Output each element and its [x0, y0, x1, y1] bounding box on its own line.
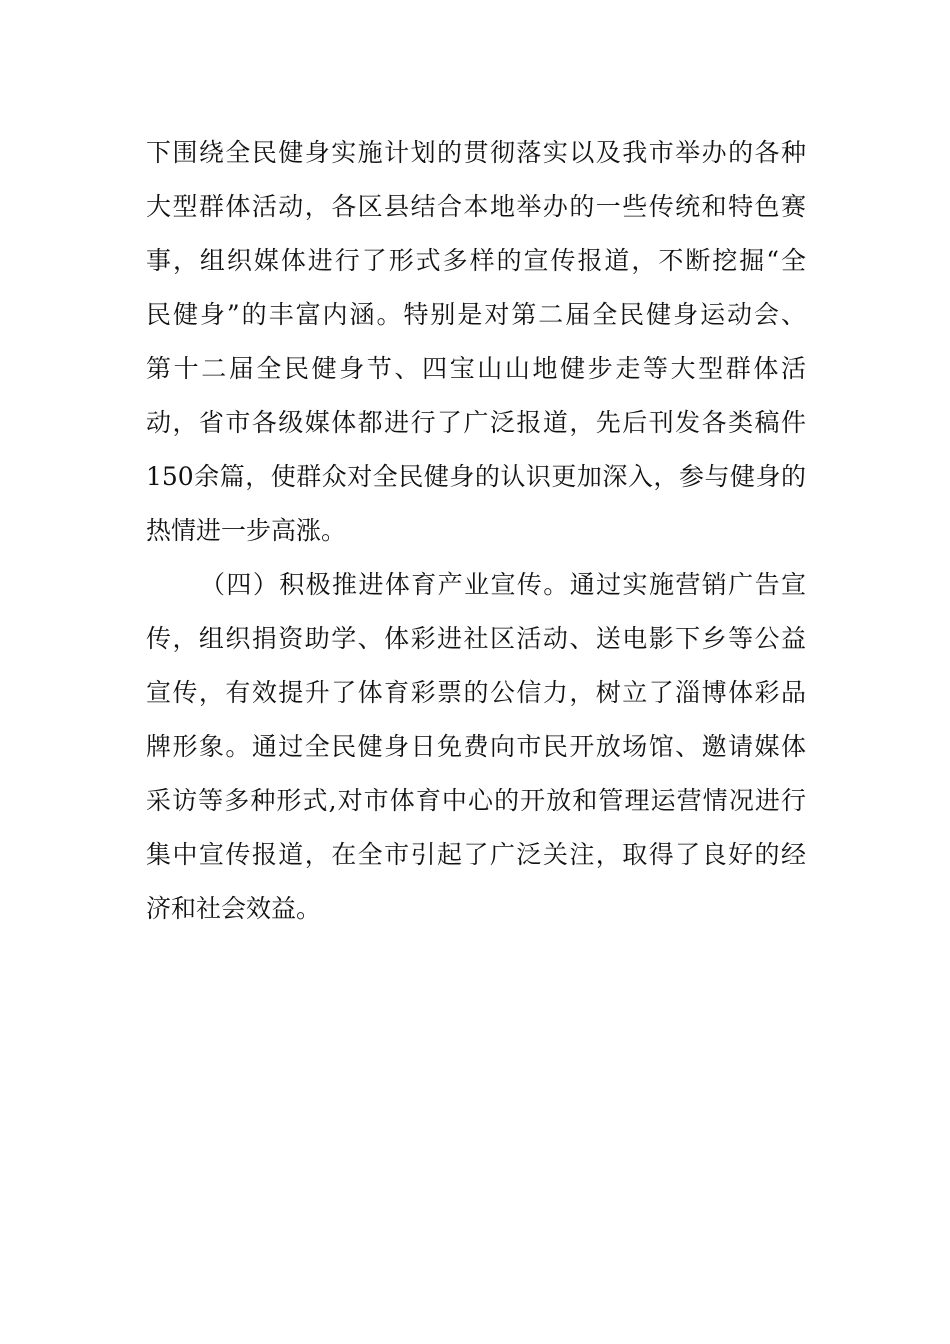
paragraph-1 [146, 126, 806, 558]
text-line: 动，省市各级媒体都进行了广泛报道，先后刊发各类稿件 [146, 408, 806, 437]
paragraph-2 [146, 558, 806, 936]
text-line: 大型群体活动，各区县结合本地举办的一些传统和特色赛 [146, 192, 806, 221]
document-body [146, 126, 806, 936]
text-line: 下围绕全民健身实施计划的贯彻落实以及我市举办的各种 [146, 138, 806, 167]
text-line: 传，组织捐资助学、体彩进社区活动、送电影下乡等公益 [146, 624, 806, 653]
text-line: 热情进一步高涨。 [146, 516, 347, 545]
text-line: 事，组织媒体进行了形式多样的宣传报道，不断挖掘“全 [146, 246, 806, 275]
text-line: （四）积极推进体育产业宣传。通过实施营销广告宣 [200, 570, 806, 599]
text-line: 济和社会效益。 [146, 894, 322, 923]
text-line: 民健身”的丰富内涵。特别是对第二届全民健身运动会、 [146, 300, 806, 329]
text-line: 第十二届全民健身节、四宝山山地健步走等大型群体活 [146, 354, 806, 383]
text-line: 150余篇，使群众对全民健身的认识更加深入，参与健身的 [146, 462, 806, 491]
text-line: 牌形象。通过全民健身日免费向市民开放场馆、邀请媒体 [146, 732, 806, 761]
text-line: 采访等多种形式,对市体育中心的开放和管理运营情况进行 [146, 786, 806, 815]
text-line: 宣传，有效提升了体育彩票的公信力，树立了淄博体彩品 [146, 678, 806, 707]
text-line: 集中宣传报道，在全市引起了广泛关注，取得了良好的经 [146, 840, 806, 869]
